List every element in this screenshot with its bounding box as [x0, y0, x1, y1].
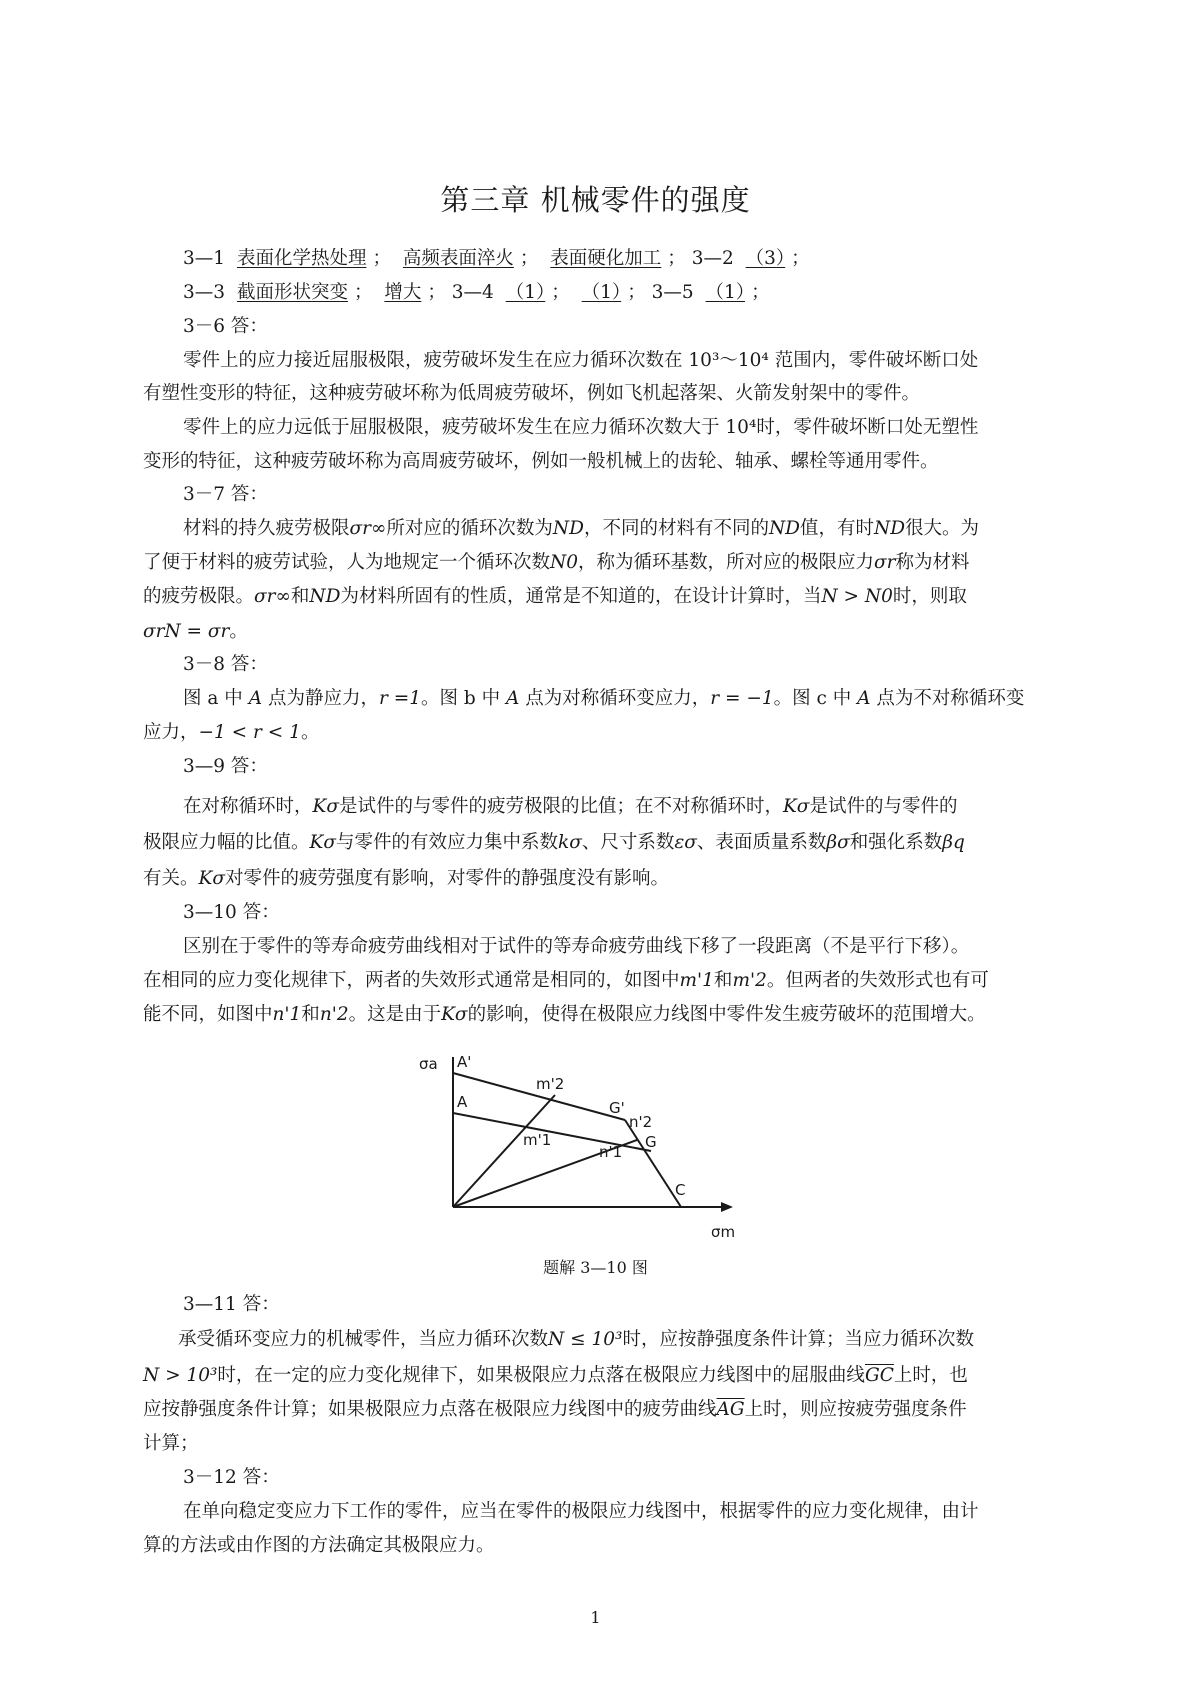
curve-AG: $\overline{AG}$ [716, 1399, 745, 1420]
q7-line: 了便于材料的疲劳试验，人为地规定一个循环次数N0，称为循环基数，所对应的极限应力σr称为材料 [143, 552, 970, 573]
q11-line: 应按静强度条件计算；如果极限应力点落在极限应力线图中的疲劳曲线$\overline{AG}$上时，则应按疲劳强度条件 [143, 1399, 967, 1420]
answer-blank: （1） [705, 282, 746, 303]
q10-line: 在相同的应力变化规律下，两者的失效形式通常是相同的，如图中m'1和m'2。但两者的失效形式也有可 [143, 970, 989, 991]
q7-line: 的疲劳极限。σr∞和ND为材料所固有的性质，通常是不知道的，在设计计算时，当N > N0时，则取 [143, 586, 967, 607]
label-A: A [457, 1093, 468, 1111]
label-sigma-m: σm [711, 1223, 736, 1241]
q10-line: 能不同，如图中n'1和n'2。这是由于Kσ的影响，使得在极限应力线图中零件发生疲劳破坏的范围增大。 [143, 1004, 986, 1025]
label-m1: m'1 [523, 1131, 552, 1149]
figure-caption: 题解 3—10 图 [543, 1258, 648, 1277]
q9-line: 在对称循环时，Kσ是试件的与零件的疲劳极限的比值；在不对称循环时，Kσ是试件的与零件的 [183, 796, 958, 817]
math-expr: σr∞ [349, 518, 387, 539]
math-expr: kσ [557, 832, 582, 853]
answer-blank: 截面形状突变 [236, 282, 348, 303]
q6-line: 有塑性变形的特征，这种疲劳破坏称为低周疲劳破坏，例如飞机起落架、火箭发射架中的零件。 [143, 383, 921, 404]
math-expr: ND [552, 518, 584, 539]
q11-line: N > 10³时，在一定的应力变化规律下，如果极限应力点落在极限应力线图中的屈服曲线$\overline{GC}$上时，也 [143, 1365, 968, 1386]
label-G-prime: G' [609, 1099, 625, 1117]
answers-line-2: 3—3 截面形状突变 ； 增大 ； 3—4 （1） ； （1） ； 3—5 （1） ； [183, 282, 770, 303]
math-expr: σr [874, 552, 896, 573]
q9-heading: 3—9 答： [183, 756, 268, 777]
answer-blank: （1） [505, 282, 546, 303]
math-expr: Kσ [312, 796, 339, 817]
math-expr: 10³～10⁴ [688, 350, 769, 371]
math-expr: βq [942, 832, 965, 853]
math-expr: βσ [826, 832, 850, 853]
q-number: 3—3 [183, 282, 226, 303]
q12-line: 算的方法或由作图的方法确定其极限应力。 [143, 1535, 495, 1556]
q10-heading: 3—10 答： [183, 902, 280, 923]
x-axis-arrow [721, 1202, 733, 1212]
math-expr: 10⁴ [725, 417, 757, 438]
answer-blank: 高频表面淬火 [402, 248, 514, 269]
math-expr: σr∞ [254, 586, 291, 607]
q6-line: 零件上的应力远低于屈服极限，疲劳破坏发生在应力循环次数大于 10⁴时，零件破坏断口处无塑性 [183, 417, 979, 438]
math-expr: Kσ [441, 1004, 468, 1025]
q6-heading: 3－6 答： [183, 316, 268, 337]
math-expr: N > N0 [821, 586, 893, 607]
answer-blank: （3） [745, 248, 786, 269]
label-A-prime: A' [457, 1053, 472, 1071]
q-number: 3—4 [451, 282, 494, 303]
math-expr: n'2 [319, 1004, 349, 1025]
answer-blank: 增大 [384, 282, 422, 303]
math-expr: −1 < r < 1 [198, 722, 301, 743]
math-expr: Kσ [309, 832, 336, 853]
q11-heading: 3—11 答： [183, 1294, 280, 1315]
q7-line: 材料的持久疲劳极限σr∞所对应的循环次数为ND，不同的材料有不同的ND值，有时ND很大。为 [183, 518, 980, 539]
q7-heading: 3－7 答： [183, 484, 268, 505]
math-expr: σrN = σr [143, 621, 230, 642]
math-expr: ND [874, 518, 906, 539]
ray-m [453, 1095, 555, 1207]
q8-heading: 3－8 答： [183, 654, 268, 675]
answer-blank: 表面硬化加工 [550, 248, 662, 269]
q8-line: 应力，−1 < r < 1。 [143, 722, 320, 743]
q-number: 3—1 [183, 248, 226, 269]
q-number: 3—2 [691, 248, 734, 269]
math-expr: r = −1 [710, 688, 774, 709]
math-expr: m'2 [732, 970, 767, 991]
curve-GC: $\overline{GC}$ [864, 1365, 894, 1386]
q9-line: 极限应力幅的比值。Kσ与零件的有效应力集中系数kσ、尺寸系数εσ、表面质量系数βσ和强化系数βq [143, 832, 965, 853]
math-expr: Kσ [782, 796, 810, 817]
q6-line: 变形的特征，这种疲劳破坏称为高周疲劳破坏，例如一般机械上的齿轮、轴承、螺栓等通用零件。 [143, 451, 939, 472]
chapter-title: 第三章 机械零件的强度 [440, 183, 751, 217]
label-n2: n'2 [629, 1113, 653, 1131]
answer-blank: （1） [581, 282, 622, 303]
q10-line: 区别在于零件的等寿命疲劳曲线相对于试件的等寿命疲劳曲线下移了一段距离（不是平行下移）。 [183, 936, 970, 957]
math-expr: m'1 [679, 970, 714, 991]
q12-line: 在单向稳定变应力下工作的零件，应当在零件的极限应力线图中，根据零件的应力变化规律，由计 [183, 1501, 979, 1522]
math-expr: εσ [674, 832, 697, 853]
answer-blank: 表面化学热处理 [236, 248, 367, 269]
q11-line: 承受循环变应力的机械零件，当应力循环次数N ≤ 10³时，应按静强度条件计算；当应力循环次数 [178, 1329, 974, 1350]
label-m2: m'2 [536, 1075, 565, 1093]
math-expr: r =1 [378, 688, 421, 709]
label-n1: n'1 [599, 1143, 623, 1161]
math-expr: ND [309, 586, 341, 607]
q9-line: 有关。Kσ对零件的疲劳强度有影响，对零件的静强度没有影响。 [143, 868, 669, 889]
q12-heading: 3－12 答： [183, 1467, 280, 1488]
label-C: C [675, 1181, 686, 1199]
q-number: 3—5 [651, 282, 694, 303]
q8-line: 图 a 中 A 点为静应力，r =1。图 b 中 A 点为对称循环变应力，r = −1。图 c 中 A 点为不对称循环变 [183, 688, 1025, 709]
limit-stress-diagram [413, 1045, 783, 1245]
math-expr: n'1 [272, 1004, 302, 1025]
q11-line: 计算； [143, 1433, 199, 1454]
math-expr: N > 10³ [143, 1365, 218, 1386]
answers-line-1: 3—1 表面化学热处理 ； 高频表面淬火 ； 表面硬化加工 ； 3—2 （3） ； [183, 248, 810, 269]
label-G: G [645, 1133, 657, 1151]
page-number: 1 [590, 1608, 601, 1627]
q7-line: σrN = σr。 [143, 621, 248, 642]
math-expr: N0 [550, 552, 578, 573]
q6-line: 零件上的应力接近屈服极限，疲劳破坏发生在应力循环次数在 10³～10⁴ 范围内，零件破坏断口处 [183, 350, 979, 371]
math-expr: ND [768, 518, 800, 539]
math-expr: Kσ [198, 868, 225, 889]
math-expr: N ≤ 10³ [548, 1329, 623, 1350]
label-sigma-a: σa [419, 1055, 438, 1073]
